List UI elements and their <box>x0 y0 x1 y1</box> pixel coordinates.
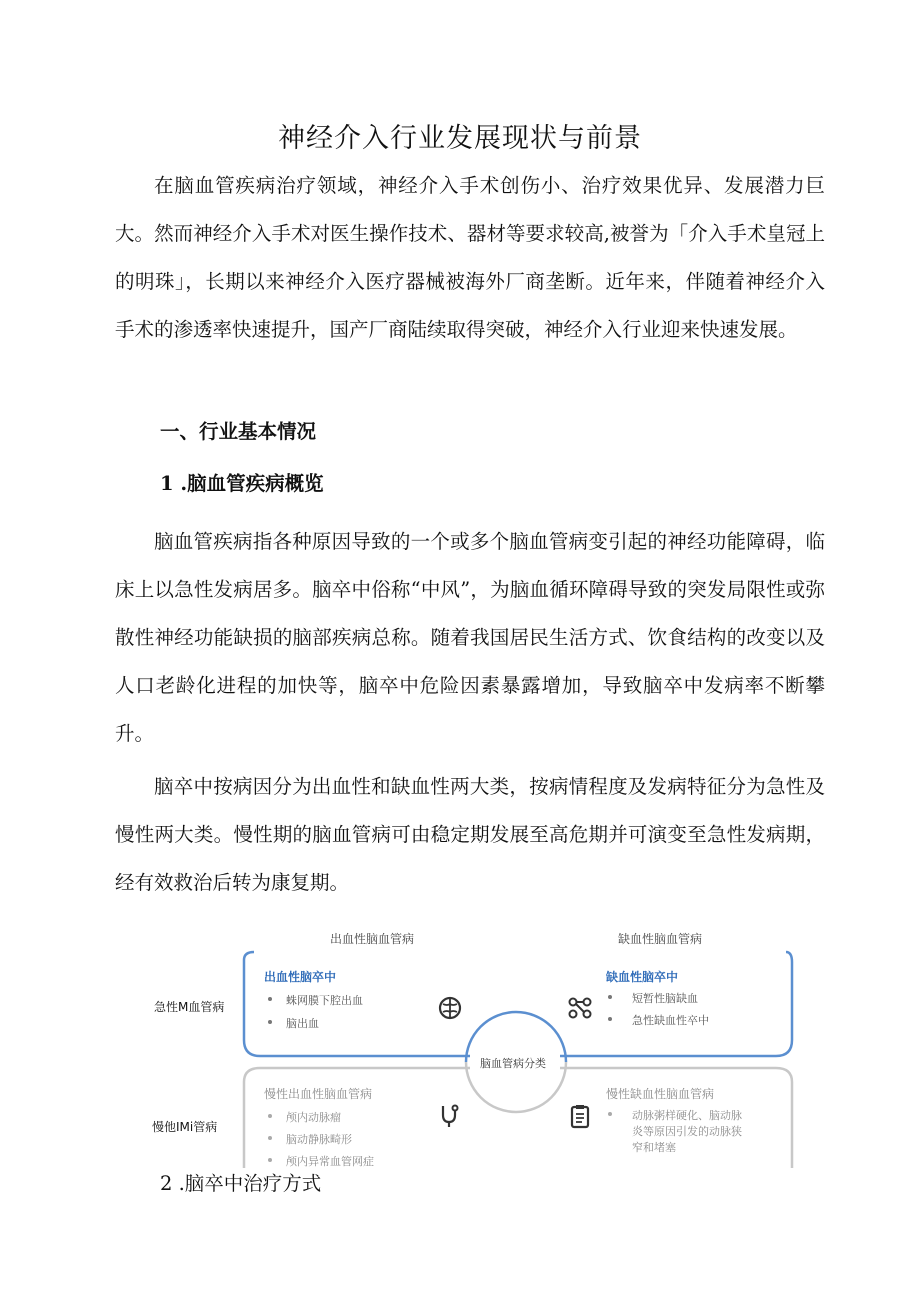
row-label-chronic: 慢他IMi管病 <box>152 1120 218 1134</box>
paragraph-cerebrovascular: 脑血管疾病指各种原因导致的一个或多个脑血管病变引起的神经功能障碍，临床上以急性发病居多。脑卒中俗称“中风”，为脑血循环障碍导致的突发局限性或弥散性神经功能缺损的脑部疾病总称。随着我国居民生活方式、饮食结构的改变以及人口老龄化进程的加快等，脑卒中危险因素暴露增加，导致脑卒中发病率不断攀升。 <box>115 530 825 745</box>
classification-diagram <box>140 922 800 1170</box>
header-hemorrhagic: 出血性脑血管病 <box>330 932 415 946</box>
q3-title: 慢性出血性脑血管病 <box>264 1087 373 1101</box>
q4-title: 慢性缺血性脑血管病 <box>606 1087 715 1101</box>
q3-item: 颅内异常血管网症 <box>286 1155 374 1168</box>
center-label: 脑血管病分类 <box>480 1057 546 1070</box>
q2-item: 急性缺血性卒中 <box>632 1014 709 1027</box>
header-ischemic: 缺血性脑血管病 <box>618 932 703 946</box>
q1-title: 出血性脑卒中 <box>264 970 337 984</box>
q1-item: 蛛网膜下腔出血 <box>286 994 363 1007</box>
paragraph-classification: 脑卒中按病因分为出血性和缺血性两大类，按病情程度及发病特征分为急性及慢性两大类。慢性期的脑血管病可由稳定期发展至高危期并可演变至急性发病期，经有效救治后转为康复期。 <box>115 775 825 894</box>
q1-item: 脑出血 <box>286 1017 319 1030</box>
subheading-1: 1 .脑血管疾病概览 <box>160 472 324 495</box>
page-title: 神经介入行业发展现状与前景 <box>278 123 642 154</box>
q2-item: 短暂性脑缺血 <box>632 992 698 1005</box>
q4-item: 窄和堵塞 <box>632 1141 676 1154</box>
q2-title: 缺血性脑卒中 <box>606 970 679 984</box>
clipboard-icon <box>566 1102 594 1130</box>
stethoscope-icon <box>436 1102 464 1130</box>
q3-item: 颅内动脉瘤 <box>286 1111 341 1124</box>
network-icon <box>566 994 594 1022</box>
row-label-acute: 急性M血管病 <box>154 1000 225 1014</box>
q3-item: 脑动静脉畸形 <box>286 1133 352 1146</box>
intro-paragraph: 在脑血管疾病治疗领域，神经介入手术创伤小、治疗效果优异、发展潜力巨大。然而神经介入手术对医生操作技术、器材等要求较高,被誉为「介入手术皇冠上的明珠」，长期以来神经介入医疗器械被海外厂商垄断。近年来，伴随着神经介入手术的渗透率快速提升，国产厂商陆续取得突破，神经介入行业迎来快速发展。 <box>115 174 825 341</box>
q4-item: 动脉粥样硬化、脑动脉 <box>632 1109 742 1122</box>
brain-icon <box>436 994 464 1022</box>
q4-item: 炎等原因引发的动脉狭 <box>632 1125 742 1138</box>
subheading-2: 2 .脑卒中治疗方式 <box>160 1172 322 1195</box>
section-heading-1: 一、行业基本情况 <box>160 420 317 443</box>
